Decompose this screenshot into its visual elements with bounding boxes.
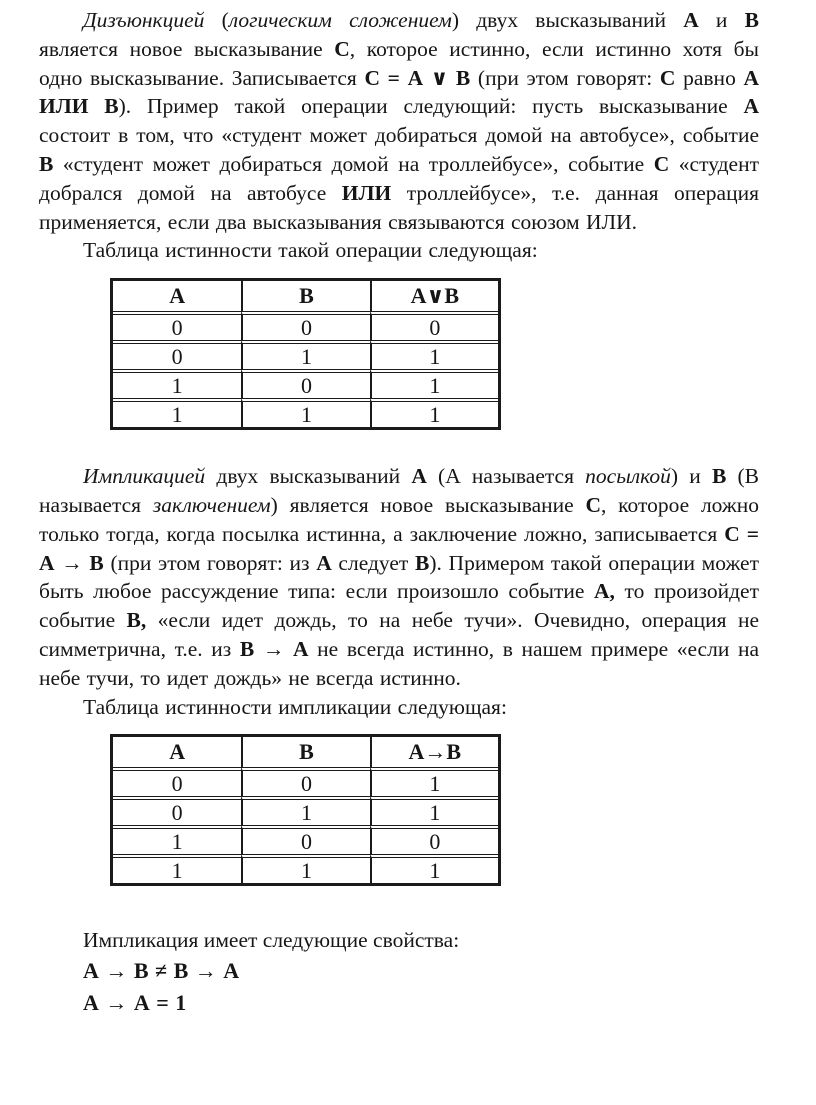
table-header-cell: А xyxy=(169,283,186,309)
text-segment-normal: ) и xyxy=(670,464,712,489)
text-segment-bold: В, xyxy=(126,608,147,633)
text-segment-normal: следует xyxy=(331,550,415,575)
text-segment-bold: В xyxy=(744,8,759,32)
table-cell: 0 xyxy=(241,369,369,398)
table-cell: 0 xyxy=(113,340,241,369)
table-cell: 1 xyxy=(113,854,241,883)
text-segment-bold: В xyxy=(39,151,54,176)
text-segment-italic: Дизъюнкцией xyxy=(83,8,205,32)
text-segment-bold: С xyxy=(334,36,350,61)
text-segment-normal: двух высказываний xyxy=(205,464,412,489)
text-segment-bold: С xyxy=(659,65,676,90)
paragraph-implication xyxy=(39,462,759,692)
table-cell: 1 xyxy=(241,796,369,825)
text-segment-normal: , которое истинно, если истинно хотя бы одно высказывание. Записывается xyxy=(39,36,759,90)
disjunction-truth-table xyxy=(110,278,501,430)
text-segment-normal: , которое ложно только тогда, когда посылка истинна, а заключение ложно, записывается xyxy=(39,492,759,546)
table-cell: 1 xyxy=(370,398,498,427)
text-segment-normal: ). Пример такой операции следующий: пусть высказывание xyxy=(118,94,744,119)
table-header-cell: А xyxy=(169,739,186,765)
table-row xyxy=(113,311,498,340)
table-header-cell: В xyxy=(241,737,369,767)
implication-properties-intro: Импликация имеет следующие свойства: xyxy=(83,928,460,953)
text-segment-bold: А xyxy=(316,550,332,575)
disjunction-table-caption: Таблица истинности такой операции следующая: xyxy=(83,238,538,263)
table-row xyxy=(113,854,498,883)
table-row xyxy=(113,796,498,825)
text-segment-bold: А xyxy=(411,464,427,489)
text-segment-bold: А xyxy=(743,94,759,119)
table-cell: 1 xyxy=(370,796,498,825)
table-cell: 0 xyxy=(113,767,241,796)
text-segment-italic: логическим сложением xyxy=(228,8,452,32)
table-cell: 1 xyxy=(370,854,498,883)
text-segment-bold: А xyxy=(683,8,699,32)
table-cell: 1 xyxy=(241,340,369,369)
text-segment-normal: «студент может добираться домой на троллейбусе», событие xyxy=(53,151,654,176)
table-cell: 1 xyxy=(241,398,369,427)
text-segment-normal: ). Примером такой операции может быть любое рассуждение типа: если произошло событие xyxy=(39,550,759,604)
implication-truth-table xyxy=(110,734,501,886)
text-segment-bold: В xyxy=(711,464,727,489)
text-segment-italic: заключением xyxy=(152,492,271,517)
text-segment-normal: ( xyxy=(204,8,229,32)
text-segment-normal: (В называется xyxy=(39,464,760,517)
table-header-cell: В xyxy=(241,281,369,311)
implication-table-caption: Таблица истинности импликации следующая: xyxy=(83,694,507,719)
table-row xyxy=(113,398,498,427)
table-cell: 0 xyxy=(241,767,369,796)
table-cell: 1 xyxy=(370,340,498,369)
text-segment-bold: С xyxy=(653,151,670,176)
text-segment-normal: ) является новое высказывание xyxy=(270,492,586,517)
text-segment-normal: равно xyxy=(675,65,744,90)
text-segment-normal: то произойдет событие xyxy=(39,579,759,633)
text-segment-bold: В → А xyxy=(239,636,309,661)
text-segment-normal: не всегда истинно, в нашем примере «если на небе тучи, то идет дождь» не всегда истинно. xyxy=(39,636,760,690)
table-cell: 1 xyxy=(241,854,369,883)
table-cell: 0 xyxy=(370,825,498,854)
table-cell: 0 xyxy=(241,311,369,340)
text-segment-bold: С = А ∨ В xyxy=(364,65,471,90)
text-segment-bold: С xyxy=(585,492,602,517)
table-row xyxy=(113,369,498,398)
text-segment-normal: состоит в том, что «студент может добираться домой на автобусе», событие xyxy=(39,123,759,148)
table-cell: 1 xyxy=(370,767,498,796)
table-cell: 0 xyxy=(241,825,369,854)
table-header-row xyxy=(113,281,498,311)
table-cell: 1 xyxy=(113,398,241,427)
table-header-cell: А∨В xyxy=(370,281,498,311)
text-segment-normal: (А называется xyxy=(426,464,586,489)
text-segment-normal: (при этом говорят: из xyxy=(103,550,317,575)
text-segment-normal: ) двух высказываний xyxy=(451,8,684,32)
table-cell: 1 xyxy=(370,369,498,398)
text-segment-normal: является новое высказывание xyxy=(39,36,335,61)
text-segment-italic: Импликацией xyxy=(83,464,206,489)
implication-property-formula-1: А → В ≠ В → А xyxy=(83,958,240,984)
table-cell: 0 xyxy=(370,311,498,340)
table-row xyxy=(113,340,498,369)
table-header-row xyxy=(113,737,498,767)
table-cell: 1 xyxy=(113,825,241,854)
text-segment-bold: В xyxy=(414,550,430,575)
text-segment-bold: ИЛИ xyxy=(341,180,392,205)
text-segment-bold: А, xyxy=(594,579,615,604)
implication-property-formula-2: А → А = 1 xyxy=(83,990,187,1016)
text-segment-bold: С = А → В xyxy=(39,521,759,575)
text-segment-italic: посылкой xyxy=(585,464,671,489)
text-segment-normal: «если идет дождь, то на небе тучи». Очевидно, операция не симметрична, т.е. из xyxy=(39,608,760,661)
text-segment-bold: А ИЛИ В xyxy=(39,65,760,119)
text-segment-normal: «студент добрался домой на автобусе xyxy=(39,151,759,205)
table-cell: 1 xyxy=(113,369,241,398)
table-row xyxy=(113,767,498,796)
table-cell: 0 xyxy=(113,311,241,340)
text-segment-normal: троллейбусе», т.е. данная операция применяется, если два высказывания связываются союзом ИЛИ. xyxy=(39,180,760,234)
text-segment-normal: (при этом говорят: xyxy=(470,65,660,90)
table-cell: 0 xyxy=(113,796,241,825)
table-row xyxy=(113,825,498,854)
paragraph-disjunction xyxy=(39,6,759,236)
table-header-cell: А→В xyxy=(370,737,498,767)
text-segment-normal: и xyxy=(698,8,745,32)
